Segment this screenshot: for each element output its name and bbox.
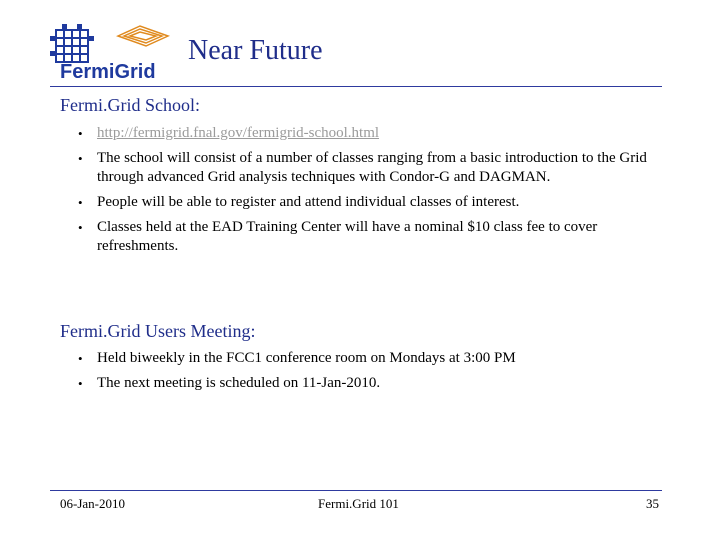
footer-title: Fermi.Grid 101 [318,496,399,511]
list-item[interactable] [78,124,678,143]
bullet-icon: • [78,376,83,391]
footer-divider [50,490,662,491]
bullet-text: Classes held at the EAD Training Center will have a nominal $10 class fee to cover refreshments. [97,219,598,254]
school-bullet-list [78,124,678,262]
page-number: 35 [646,496,659,511]
list-item [78,149,678,187]
logo-graphic [48,22,178,82]
school-link[interactable]: http://fermigrid.fnal.gov/fermigrid-school.html [97,125,380,141]
bullet-text: The school will consist of a number of classes ranging from a basic introduction to the Grid through advanced Grid analysis techniques with Condor-G and DAGMAN. [97,150,647,185]
list-item [78,218,678,256]
bullet-icon: • [78,351,83,366]
title-divider [50,86,662,87]
footer-date: 06-Jan-2010 [60,496,125,511]
logo-wordmark: FermiGrid [60,61,156,82]
section-heading-users-meeting: Fermi.Grid Users Meeting: [60,321,256,341]
bullet-icon: • [78,220,83,235]
fermigrid-logo [48,22,178,82]
bullet-text: Held biweekly in the FCC1 conference room on Mondays at 3:00 PM [97,350,516,366]
bullet-icon: • [78,195,83,210]
bullet-text: The next meeting is scheduled on 11-Jan-2010. [97,375,381,391]
section-heading-school: Fermi.Grid School: [60,95,200,115]
list-item [78,193,678,212]
slide-title: Near Future [188,35,323,66]
meeting-bullet-list [78,349,678,399]
list-item [78,349,678,368]
bullet-icon: • [78,126,83,141]
bullet-icon: • [78,151,83,166]
list-item [78,374,678,393]
bullet-text: People will be able to register and attend individual classes of interest. [97,194,520,210]
